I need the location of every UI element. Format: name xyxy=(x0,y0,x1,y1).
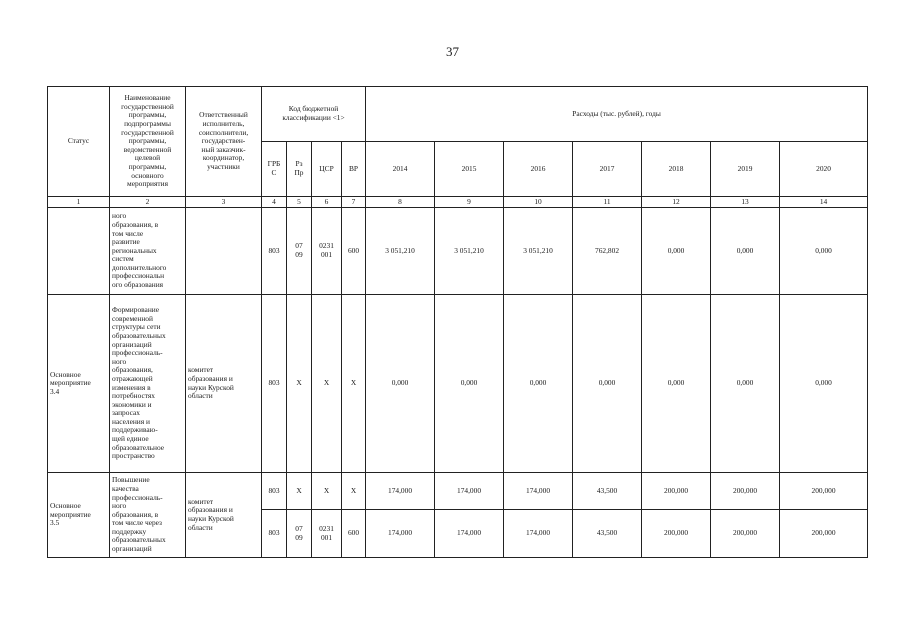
table-row xyxy=(48,473,868,510)
row-value: 174,000 xyxy=(435,473,504,510)
header-name: Наименование государственной программы, подпрограммы государственной программы, ведомственной целевой программы, основного мероприятия xyxy=(110,87,186,197)
table-row xyxy=(48,208,868,295)
row-value: 174,000 xyxy=(366,473,435,510)
header-status: Статус xyxy=(48,87,110,197)
header-year: 2018 xyxy=(642,142,711,197)
row-csr: 0231 001 xyxy=(312,510,342,558)
header-grbs: ГРБ С xyxy=(262,142,287,197)
header-vr: ВР xyxy=(342,142,366,197)
row-value: 0,000 xyxy=(642,208,711,295)
row-name: Повышение качества профессиональ- ного образования, в том числе через поддержку образовательных организаций xyxy=(110,473,186,558)
row-vr: 600 xyxy=(342,208,366,295)
header-year: 2019 xyxy=(711,142,780,197)
row-value: 0,000 xyxy=(711,295,780,473)
row-value: 3 051,210 xyxy=(504,208,573,295)
row-name: Формирование современной структуры сети образовательных организаций профессиональ- ного образования, отражающей изменения в потребностях экономики и запросах населения и поддерживаю- щей единое образовательное пространство xyxy=(110,295,186,473)
row-csr: X xyxy=(312,295,342,473)
row-value: 0,000 xyxy=(780,208,868,295)
row-vr: X xyxy=(342,295,366,473)
column-number: 12 xyxy=(642,197,711,208)
row-name: ного образования, в том числе развитие региональных систем дополнительного профессиональн ого образования xyxy=(110,208,186,295)
header-year: 2015 xyxy=(435,142,504,197)
header-year: 2014 xyxy=(366,142,435,197)
header-rzpr: Рз Пр xyxy=(287,142,312,197)
row-value: 0,000 xyxy=(573,295,642,473)
row-grbs: 803 xyxy=(262,208,287,295)
row-rzpr: 07 09 xyxy=(287,510,312,558)
row-value: 0,000 xyxy=(366,295,435,473)
column-number: 2 xyxy=(110,197,186,208)
page-number: 37 xyxy=(446,44,459,59)
column-number: 1 xyxy=(48,197,110,208)
row-value: 200,000 xyxy=(711,473,780,510)
row-vr: 600 xyxy=(342,510,366,558)
column-number: 4 xyxy=(262,197,287,208)
row-vr: X xyxy=(342,473,366,510)
row-status: Основное мероприятие 3.5 xyxy=(48,473,110,558)
row-value: 200,000 xyxy=(711,510,780,558)
row-value: 3 051,210 xyxy=(435,208,504,295)
row-responsible: комитет образования и науки Курской области xyxy=(186,473,262,558)
column-number: 11 xyxy=(573,197,642,208)
row-rzpr: X xyxy=(287,295,312,473)
column-number: 5 xyxy=(287,197,312,208)
column-number: 10 xyxy=(504,197,573,208)
row-value: 200,000 xyxy=(780,510,868,558)
column-number: 13 xyxy=(711,197,780,208)
row-rzpr: X xyxy=(287,473,312,510)
header-csr: ЦСР xyxy=(312,142,342,197)
row-value: 0,000 xyxy=(711,208,780,295)
column-number: 6 xyxy=(312,197,342,208)
row-value: 200,000 xyxy=(780,473,868,510)
header-expenses: Расходы (тыс. рублей), годы xyxy=(366,87,868,142)
column-number: 9 xyxy=(435,197,504,208)
row-value: 0,000 xyxy=(780,295,868,473)
row-responsible: комитет образования и науки Курской области xyxy=(186,295,262,473)
row-status: Основное мероприятие 3.4 xyxy=(48,295,110,473)
row-value: 0,000 xyxy=(435,295,504,473)
row-grbs: 803 xyxy=(262,510,287,558)
header-budget-code: Код бюджетной классификации <1> xyxy=(262,87,366,142)
row-grbs: 803 xyxy=(262,295,287,473)
row-csr: 0231 001 xyxy=(312,208,342,295)
row-value: 43,500 xyxy=(573,510,642,558)
header-responsible: Ответственный исполнитель, соисполнители, государствен- ный заказчик- координатор, участники xyxy=(186,87,262,197)
row-value: 0,000 xyxy=(504,295,573,473)
row-value: 200,000 xyxy=(642,510,711,558)
row-value: 174,000 xyxy=(504,473,573,510)
row-value: 762,802 xyxy=(573,208,642,295)
row-value: 200,000 xyxy=(642,473,711,510)
table-row xyxy=(48,295,868,473)
row-value: 43,500 xyxy=(573,473,642,510)
row-responsible xyxy=(186,208,262,295)
header-year: 2016 xyxy=(504,142,573,197)
row-status xyxy=(48,208,110,295)
column-number: 14 xyxy=(780,197,868,208)
header-year: 2020 xyxy=(780,142,868,197)
row-value: 0,000 xyxy=(642,295,711,473)
row-csr: X xyxy=(312,473,342,510)
column-number: 8 xyxy=(366,197,435,208)
header-year: 2017 xyxy=(573,142,642,197)
row-value: 174,000 xyxy=(504,510,573,558)
budget-table xyxy=(47,86,868,558)
row-grbs: 803 xyxy=(262,473,287,510)
column-number: 3 xyxy=(186,197,262,208)
row-rzpr: 07 09 xyxy=(287,208,312,295)
row-value: 174,000 xyxy=(366,510,435,558)
row-value: 174,000 xyxy=(435,510,504,558)
column-number: 7 xyxy=(342,197,366,208)
row-value: 3 051,210 xyxy=(366,208,435,295)
